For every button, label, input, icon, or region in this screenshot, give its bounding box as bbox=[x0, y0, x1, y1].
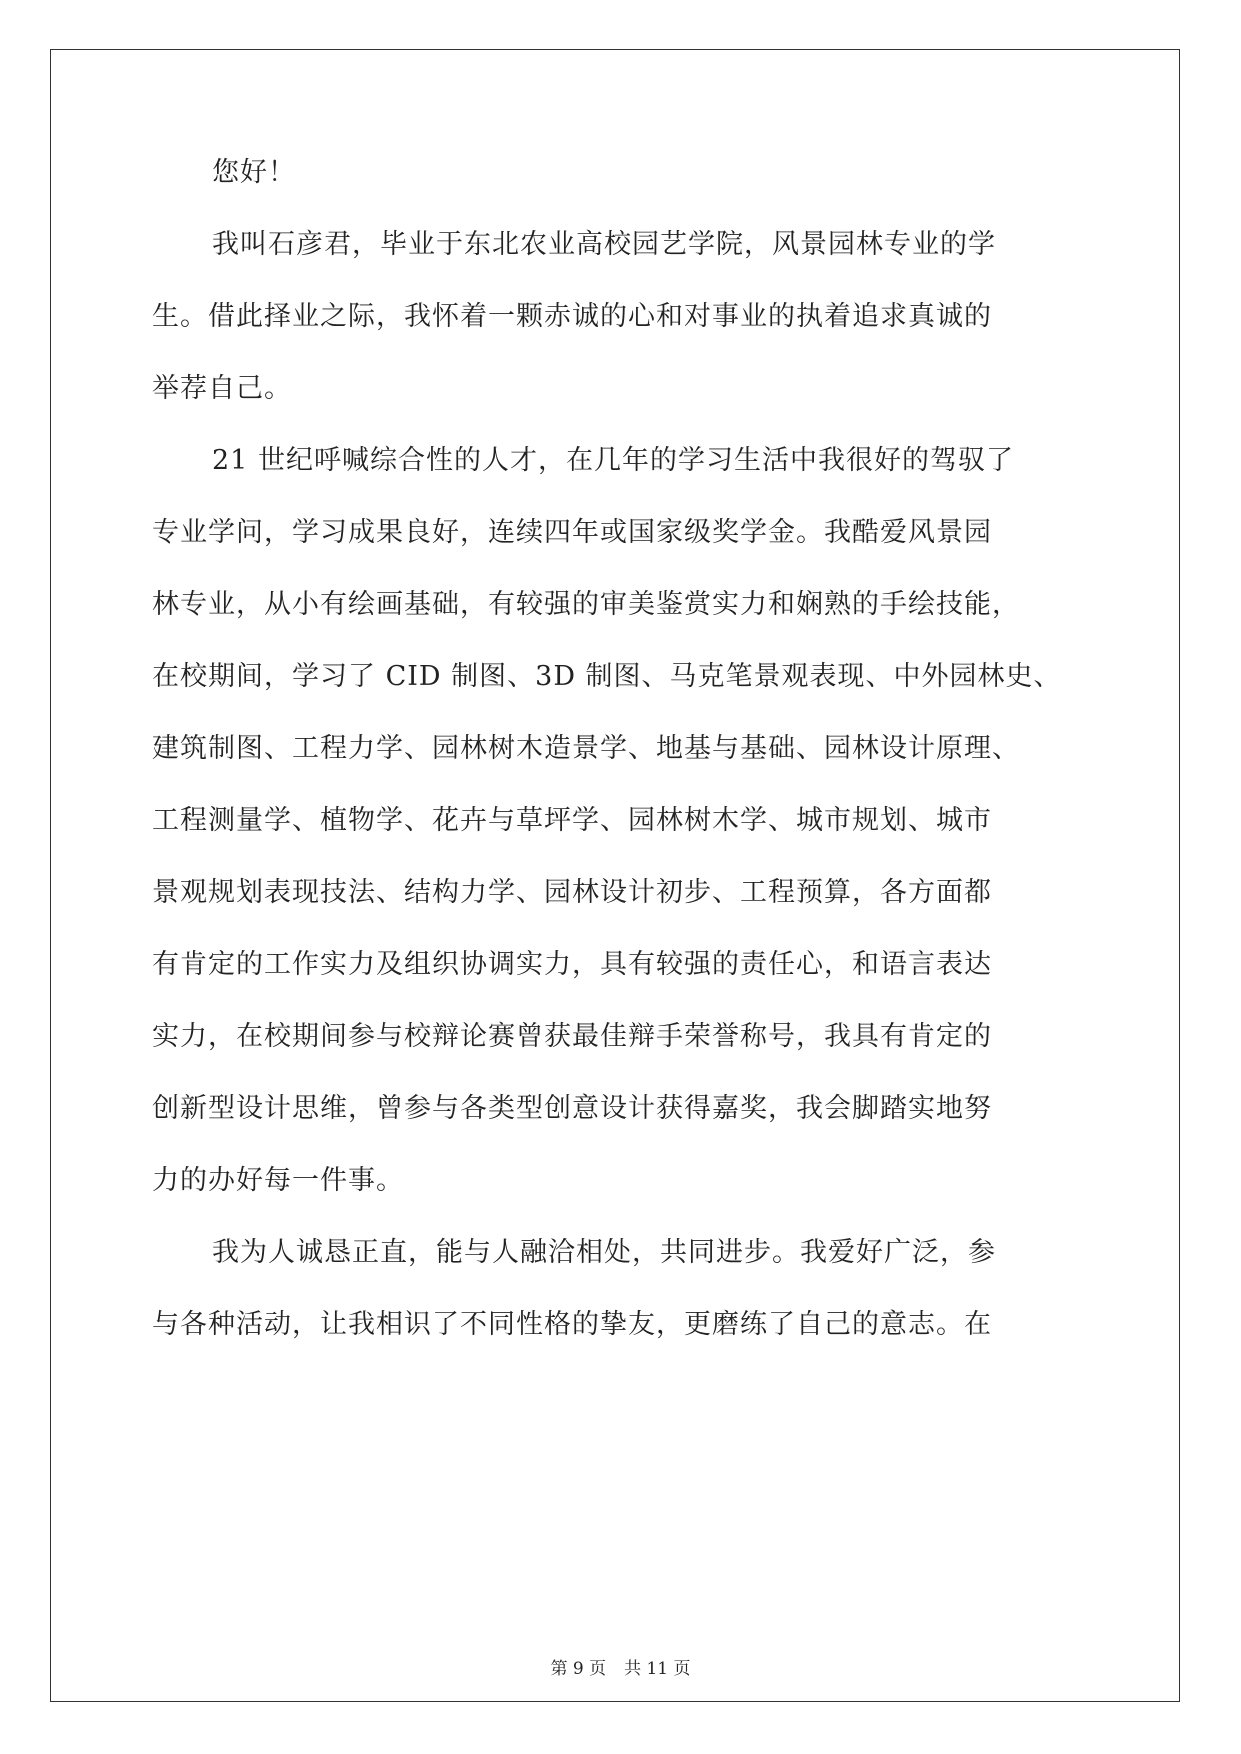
paragraph-2-line-9: 实力，在校期间参与校辩论赛曾获最佳辩手荣誉称号，我具有肯定的 bbox=[152, 1021, 992, 1052]
paragraph-2-line-6: 工程测量学、植物学、花卉与草坪学、园林树木学、城市规划、城市 bbox=[152, 805, 992, 836]
paragraph-2-line-3: 林专业，从小有绘画基础，有较强的审美鉴赏实力和娴熟的手绘技能， bbox=[152, 589, 1020, 620]
page-footer bbox=[0, 1657, 1241, 1681]
paragraph-1-line-1: 我叫石彦君，毕业于东北农业高校园艺学院，风景园林专业的学 bbox=[212, 229, 996, 260]
paragraph-2-line-2: 专业学问，学习成果良好，连续四年或国家级奖学金。我酷爱风景园 bbox=[152, 517, 992, 548]
paragraph-2-line-11: 力的办好每一件事。 bbox=[152, 1165, 404, 1196]
paragraph-2-line-4: 在校期间，学习了 CID 制图、3D 制图、马克笔景观表现、中外园林史、 bbox=[152, 661, 1062, 692]
paragraph-1-line-2: 生。借此择业之际，我怀着一颗赤诚的心和对事业的执着追求真诚的 bbox=[152, 301, 992, 332]
paragraph-1-line-3: 举荐自己。 bbox=[152, 373, 292, 404]
paragraph-2-line-10: 创新型设计思维，曾参与各类型创意设计获得嘉奖，我会脚踏实地努 bbox=[152, 1093, 992, 1124]
greeting: 您好！ bbox=[212, 157, 296, 188]
page-number: 第 9 页 bbox=[550, 1659, 607, 1679]
paragraph-2-line-8: 有肯定的工作实力及组织协调实力，具有较强的责任心，和语言表达 bbox=[152, 949, 992, 980]
paragraph-3-line-2: 与各种活动，让我相识了不同性格的挚友，更磨练了自己的意志。在 bbox=[152, 1309, 992, 1340]
total-pages: 共 11 页 bbox=[624, 1659, 691, 1679]
paragraph-2-line-5: 建筑制图、工程力学、园林树木造景学、地基与基础、园林设计原理、 bbox=[152, 733, 1020, 764]
paragraph-3-line-1: 我为人诚恳正直，能与人融洽相处，共同进步。我爱好广泛，参 bbox=[212, 1237, 996, 1268]
paragraph-2-line-7: 景观规划表现技法、结构力学、园林设计初步、工程预算，各方面都 bbox=[152, 877, 992, 908]
paragraph-2-line-1: 21 世纪呼喊综合性的人才，在几年的学习生活中我很好的驾驭了 bbox=[212, 445, 1014, 476]
